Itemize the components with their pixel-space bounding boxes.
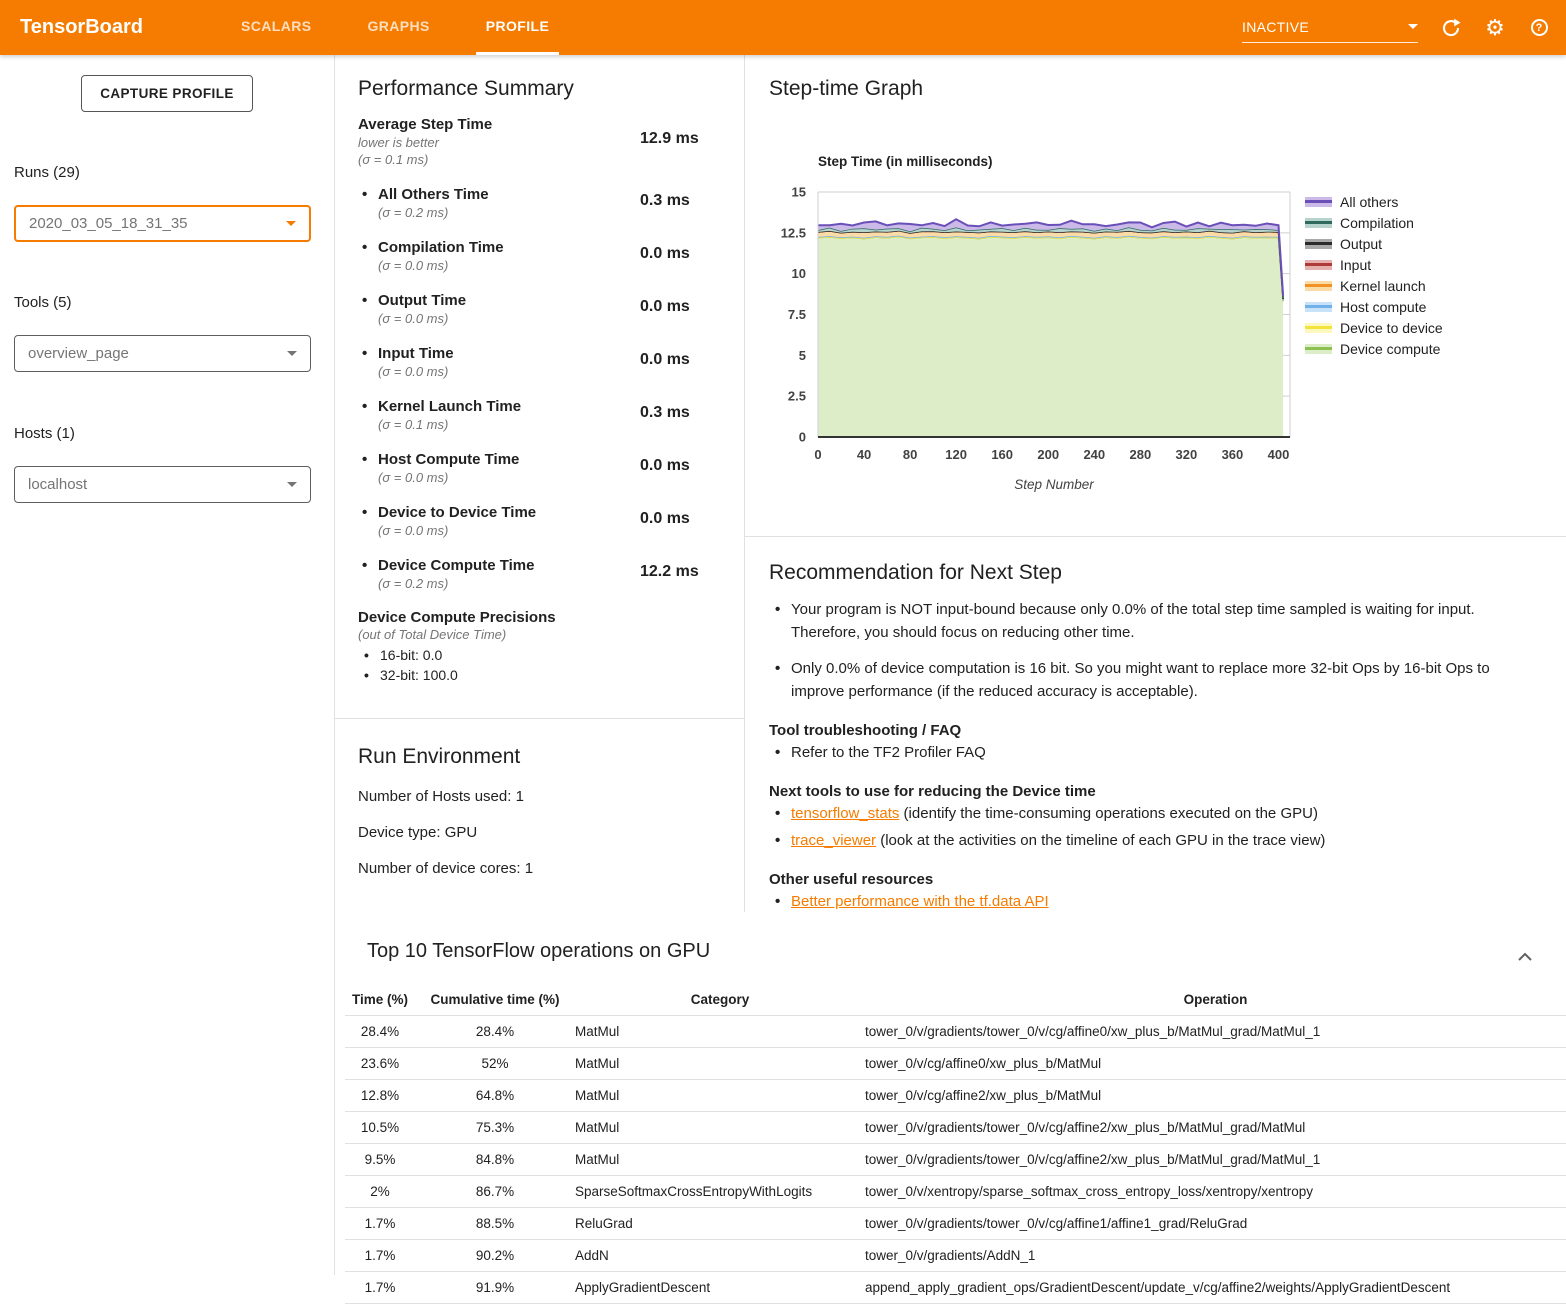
- run-env-line: Number of device cores: 1: [358, 860, 726, 877]
- perf-metric-row: [358, 556, 726, 592]
- app-title: TensorBoard: [20, 0, 143, 55]
- table-cell: tower_0/v/cg/affine2/xw_plus_b/MatMul: [865, 1080, 1566, 1112]
- metric-value: 0.0 ms: [640, 297, 690, 327]
- metric-label: Host Compute Time: [378, 450, 640, 469]
- metric-sigma: (σ = 0.0 ms): [378, 522, 640, 539]
- legend-label: Device to device: [1340, 320, 1443, 336]
- perf-metric-row: [358, 397, 726, 433]
- table-cell: 10.5%: [345, 1112, 415, 1144]
- table-cell: 28.4%: [415, 1016, 575, 1048]
- perf-metric-row: [358, 291, 726, 327]
- precisions-title: Device Compute Precisions: [358, 609, 726, 626]
- table-cell: tower_0/v/xentropy/sparse_softmax_cross_entropy_loss/xentropy/xentropy: [865, 1176, 1566, 1208]
- recommendation-section: [745, 537, 1566, 913]
- svg-text:400: 400: [1268, 447, 1290, 462]
- link-description: (identify the time-consuming operations executed on the GPU): [899, 805, 1318, 822]
- column-header: Cumulative time (%): [415, 983, 575, 1016]
- svg-text:80: 80: [903, 447, 917, 462]
- perf-metric-row: [358, 238, 726, 274]
- table-cell: ApplyGradientDescent: [575, 1272, 865, 1304]
- legend-item: [1305, 296, 1443, 317]
- table-row: [345, 1112, 1566, 1144]
- legend-swatch-icon: [1305, 239, 1332, 249]
- link[interactable]: trace_viewer: [791, 832, 876, 849]
- bullet-icon: •: [358, 344, 378, 380]
- step-time-chart: [745, 150, 1305, 495]
- table-cell: tower_0/v/gradients/tower_0/v/cg/affine2/xw_plus_b/MatMul_grad/MatMul_1: [865, 1144, 1566, 1176]
- tool-link-item: [769, 890, 1526, 913]
- performance-summary-section: [335, 55, 744, 719]
- legend-label: Kernel launch: [1340, 278, 1426, 294]
- table-cell: 1.7%: [345, 1208, 415, 1240]
- legend-swatch-icon: [1305, 323, 1332, 333]
- svg-text:12.5: 12.5: [781, 225, 806, 240]
- svg-text:320: 320: [1176, 447, 1198, 462]
- link[interactable]: Better performance with the tf.data API: [791, 893, 1049, 910]
- metric-sigma: (σ = 0.0 ms): [378, 310, 640, 327]
- metric-label: Device to Device Time: [378, 503, 640, 522]
- table-cell: append_apply_gradient_ops/GradientDescent/update_v/cg/affine2/weights/ApplyGradientDescent: [865, 1272, 1566, 1304]
- next-tools-heading: Next tools to use for reducing the Device time: [769, 783, 1526, 800]
- table-cell: 75.3%: [415, 1112, 575, 1144]
- sidebar: [0, 55, 335, 1275]
- table-cell: 1.7%: [345, 1272, 415, 1304]
- table-cell: MatMul: [575, 1112, 865, 1144]
- reload-icon[interactable]: [1440, 17, 1462, 39]
- column-header: Time (%): [345, 983, 415, 1016]
- bullet-icon: •: [358, 556, 378, 592]
- precision-item: • 32-bit: 100.0: [358, 665, 726, 685]
- table-cell: 9.5%: [345, 1144, 415, 1176]
- table-cell: 28.4%: [345, 1016, 415, 1048]
- column-header: Category: [575, 983, 865, 1016]
- table-cell: 86.7%: [415, 1176, 575, 1208]
- table-cell: AddN: [575, 1240, 865, 1272]
- table-row: [345, 1272, 1566, 1304]
- collapse-chevron-icon[interactable]: [1516, 950, 1534, 964]
- table-cell: 84.8%: [415, 1144, 575, 1176]
- faq-item: • Refer to the TF2 Profiler FAQ: [769, 741, 1526, 764]
- recommendation-bullet: • Only 0.0% of device computation is 16 bit. So you might want to replace more 32-bit Ops by 16-bit Ops to improve performance (if the reduced accuracy is acceptable).: [769, 657, 1526, 703]
- legend-label: All others: [1340, 194, 1398, 210]
- legend-item: [1305, 191, 1443, 212]
- svg-text:7.5: 7.5: [788, 307, 806, 322]
- metric-value: 12.9 ms: [640, 129, 699, 168]
- top-ops-section: [335, 912, 1566, 1275]
- table-cell: 52%: [415, 1048, 575, 1080]
- average-step-time-row: [358, 115, 726, 168]
- svg-text:160: 160: [991, 447, 1013, 462]
- run-env-line: Device type: GPU: [358, 824, 726, 841]
- legend-swatch-icon: [1305, 260, 1332, 270]
- run-environment-title: Run Environment: [358, 745, 726, 769]
- tools-select-value: overview_page: [28, 345, 129, 362]
- tab-scalars[interactable]: SCALARS: [231, 0, 321, 55]
- metric-value: 0.0 ms: [640, 456, 690, 486]
- table-cell: 1.7%: [345, 1240, 415, 1272]
- svg-text:200: 200: [1037, 447, 1059, 462]
- table-row: [345, 1144, 1566, 1176]
- legend-swatch-icon: [1305, 344, 1332, 354]
- svg-text:240: 240: [1083, 447, 1105, 462]
- metric-label: Compilation Time: [378, 238, 640, 257]
- perf-metric-row: [358, 450, 726, 486]
- bullet-icon: •: [358, 185, 378, 221]
- metric-label: Output Time: [378, 291, 640, 310]
- legend-label: Input: [1340, 257, 1371, 273]
- table-cell: tower_0/v/gradients/tower_0/v/cg/affine2/xw_plus_b/MatMul_grad/MatMul: [865, 1112, 1566, 1144]
- svg-text:Step Number: Step Number: [1014, 477, 1094, 492]
- legend-swatch-icon: [1305, 218, 1332, 228]
- link[interactable]: tensorflow_stats: [791, 805, 899, 822]
- top-ops-table: [345, 983, 1566, 1304]
- help-icon[interactable]: ?: [1528, 17, 1550, 39]
- run-env-line: Number of Hosts used: 1: [358, 788, 726, 805]
- legend-label: Output: [1340, 236, 1382, 252]
- legend-item: [1305, 275, 1443, 296]
- metric-sigma: (σ = 0.0 ms): [378, 257, 640, 274]
- table-cell: MatMul: [575, 1080, 865, 1112]
- precision-item: • 16-bit: 0.0: [358, 645, 726, 665]
- chevron-down-icon: [1408, 24, 1418, 29]
- precisions-note: (out of Total Device Time): [358, 626, 726, 643]
- legend-swatch-icon: [1305, 197, 1332, 207]
- metric-value: 0.0 ms: [640, 244, 690, 274]
- svg-text:10: 10: [792, 266, 806, 281]
- bullet-icon: •: [358, 238, 378, 274]
- legend-item: [1305, 212, 1443, 233]
- table-cell: tower_0/v/gradients/AddN_1: [865, 1240, 1566, 1272]
- metric-label: Input Time: [378, 344, 640, 363]
- table-cell: 64.8%: [415, 1080, 575, 1112]
- metric-label: Average Step Time: [358, 115, 640, 134]
- svg-text:0: 0: [814, 447, 821, 462]
- legend-item: [1305, 317, 1443, 338]
- perf-metric-row: [358, 185, 726, 221]
- link-description: (look at the activities on the timeline of each GPU in the trace view): [876, 832, 1325, 849]
- table-cell: 23.6%: [345, 1048, 415, 1080]
- table-cell: tower_0/v/gradients/tower_0/v/cg/affine1/affine1_grad/ReluGrad: [865, 1208, 1566, 1240]
- table-cell: 2%: [345, 1176, 415, 1208]
- metric-sigma: (σ = 0.0 ms): [378, 363, 640, 380]
- table-row: [345, 1048, 1566, 1080]
- table-cell: MatMul: [575, 1048, 865, 1080]
- tools-select[interactable]: [14, 335, 311, 372]
- tools-label: Tools (5): [14, 294, 334, 311]
- table-cell: 12.8%: [345, 1080, 415, 1112]
- gear-icon[interactable]: ⚙: [1484, 17, 1506, 39]
- tool-link-item: [769, 802, 1526, 825]
- legend-swatch-icon: [1305, 302, 1332, 312]
- svg-text:40: 40: [857, 447, 871, 462]
- status-dropdown-value: INACTIVE: [1242, 19, 1309, 35]
- svg-text:280: 280: [1129, 447, 1151, 462]
- app-header: [0, 0, 1566, 55]
- table-cell: MatMul: [575, 1144, 865, 1176]
- device-compute-precisions: [358, 609, 726, 685]
- svg-text:360: 360: [1222, 447, 1244, 462]
- table-cell: SparseSoftmaxCrossEntropyWithLogits: [575, 1176, 865, 1208]
- metric-note: lower is better: [358, 134, 640, 151]
- metric-label: Device Compute Time: [378, 556, 640, 575]
- recommendation-title: Recommendation for Next Step: [769, 561, 1526, 585]
- chart-legend: [1305, 191, 1443, 359]
- tab-graphs[interactable]: GRAPHS: [357, 0, 439, 55]
- hosts-label: Hosts (1): [14, 425, 334, 442]
- legend-item: [1305, 338, 1443, 359]
- legend-item: [1305, 233, 1443, 254]
- bullet-icon: •: [358, 291, 378, 327]
- table-cell: 90.2%: [415, 1240, 575, 1272]
- hosts-select[interactable]: [14, 466, 311, 503]
- legend-item: [1305, 254, 1443, 275]
- bullet-icon: •: [358, 397, 378, 433]
- step-time-graph-title: Step-time Graph: [769, 77, 1566, 101]
- legend-label: Host compute: [1340, 299, 1426, 315]
- status-dropdown[interactable]: [1242, 19, 1418, 43]
- chevron-down-icon: [287, 351, 297, 356]
- runs-select-value: 2020_03_05_18_31_35: [29, 215, 188, 232]
- perf-metrics: [358, 185, 726, 592]
- metric-value: 0.3 ms: [640, 191, 690, 221]
- table-cell: MatMul: [575, 1016, 865, 1048]
- legend-label: Compilation: [1340, 215, 1414, 231]
- nav-tabs: [213, 0, 577, 55]
- performance-summary-title: Performance Summary: [358, 77, 726, 101]
- table-row: [345, 1208, 1566, 1240]
- chevron-down-icon: [287, 482, 297, 487]
- svg-text:5: 5: [799, 348, 806, 363]
- metric-value: 0.3 ms: [640, 403, 690, 433]
- table-cell: tower_0/v/cg/affine0/xw_plus_b/MatMul: [865, 1048, 1566, 1080]
- table-row: [345, 1240, 1566, 1272]
- svg-text:15: 15: [792, 185, 806, 200]
- table-row: [345, 1176, 1566, 1208]
- tab-profile[interactable]: PROFILE: [476, 0, 559, 55]
- metric-value: 0.0 ms: [640, 509, 690, 539]
- runs-label: Runs (29): [14, 164, 334, 181]
- metric-sigma: (σ = 0.0 ms): [378, 469, 640, 486]
- other-resources-heading: Other useful resources: [769, 871, 1526, 888]
- main-content: [335, 55, 1566, 1275]
- run-environment-section: [335, 719, 744, 877]
- perf-metric-row: [358, 503, 726, 539]
- bullet-icon: •: [358, 450, 378, 486]
- table-cell: ReluGrad: [575, 1208, 865, 1240]
- metric-label: All Others Time: [378, 185, 640, 204]
- metric-label: Kernel Launch Time: [378, 397, 640, 416]
- chevron-down-icon: [286, 221, 296, 226]
- top-ops-title: Top 10 TensorFlow operations on GPU: [367, 940, 1566, 963]
- table-row: [345, 1080, 1566, 1112]
- svg-text:2.5: 2.5: [788, 389, 806, 404]
- perf-metric-row: [358, 344, 726, 380]
- svg-text:120: 120: [945, 447, 967, 462]
- metric-sigma: (σ = 0.2 ms): [378, 575, 640, 592]
- tool-link-item: [769, 829, 1526, 852]
- svg-text:0: 0: [799, 430, 806, 445]
- table-cell: 91.9%: [415, 1272, 575, 1304]
- svg-text:Step Time (in milliseconds): Step Time (in milliseconds): [818, 154, 993, 169]
- metric-value: 0.0 ms: [640, 350, 690, 380]
- metric-value: 12.2 ms: [640, 562, 699, 592]
- table-cell: 88.5%: [415, 1208, 575, 1240]
- step-time-graph-section: [745, 55, 1566, 537]
- column-header: Operation: [865, 983, 1566, 1016]
- bullet-icon: •: [358, 503, 378, 539]
- legend-label: Device compute: [1340, 341, 1440, 357]
- capture-profile-button[interactable]: CAPTURE PROFILE: [81, 75, 253, 112]
- table-row: [345, 1016, 1566, 1048]
- metric-sigma: (σ = 0.2 ms): [378, 204, 640, 221]
- faq-heading: Tool troubleshooting / FAQ: [769, 722, 1526, 739]
- table-cell: tower_0/v/gradients/tower_0/v/cg/affine0/xw_plus_b/MatMul_grad/MatMul_1: [865, 1016, 1566, 1048]
- metric-sigma: (σ = 0.1 ms): [358, 151, 640, 168]
- recommendation-bullet: • Your program is NOT input-bound because only 0.0% of the total step time sampled is waiting for input. Therefore, you should focus on reducing other time.: [769, 598, 1526, 644]
- metric-sigma: (σ = 0.1 ms): [378, 416, 640, 433]
- legend-swatch-icon: [1305, 281, 1332, 291]
- hosts-select-value: localhost: [28, 476, 87, 493]
- runs-select[interactable]: [14, 205, 311, 242]
